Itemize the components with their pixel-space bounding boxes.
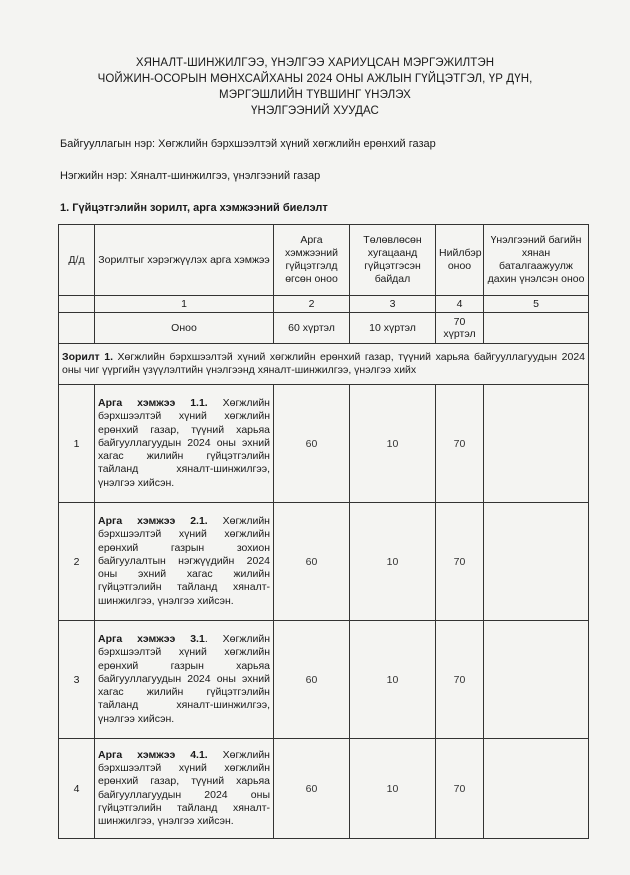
table-row: [59, 385, 589, 503]
table-row: [59, 621, 589, 739]
method-description: [95, 385, 274, 503]
header-dd: Д/д: [59, 225, 95, 296]
reeval-score: [484, 621, 589, 739]
row-number: 3: [59, 621, 95, 739]
table-row: [59, 739, 589, 839]
reeval-score: [484, 385, 589, 503]
time-score: 10: [350, 739, 436, 839]
column-number: 2: [274, 296, 350, 313]
row-number: 2: [59, 503, 95, 621]
method-description: [95, 503, 274, 621]
title-line: ЧОЙЖИН-ОСОРЫН МӨНХСАЙХАНЫ 2024 ОНЫ АЖЛЫН ГҮЙЦЭТГЭЛ, ҮР ДҮН,: [97, 73, 533, 85]
title-line: МЭРГЭШЛИЙН ТҮВШИНГ ҮНЭЛЭХ: [219, 89, 411, 101]
method-description: [95, 739, 274, 839]
goal-description: Хөгжлийн бэрхшээлтэй хүний хөгжлийн ерөнхий газар, түүний харьяа байгууллагуудын 2024 оны чиг үүргийн үзүүлэлтийн үнэлгээнд хяналт-шинжилгээ, үнэлгээ хийх: [62, 351, 585, 376]
row-number: 1: [59, 385, 95, 503]
method-score: 60: [274, 739, 350, 839]
section-title: 1. Гүйцэтгэлийн зорилт, арга хэмжээний биелэлт: [60, 202, 328, 214]
total-score: 70: [436, 503, 484, 621]
score-method-max: 60 хүртэл: [274, 313, 350, 344]
evaluation-table: [58, 224, 589, 839]
method-label: Арга хэмжээ 4.1.: [98, 748, 208, 761]
score-time-max: 10 хүртэл: [350, 313, 436, 344]
table-row: [59, 503, 589, 621]
method-text: Хөгжлийн бэрхшээлтэй хүний хөгжлийн ерөнхий газар, түүний харьяа байгууллагуудын 2024 оны гүйцэтгэлийн тайланд хяналт-шинжилгээ, үнэлгээ хийсэн.: [98, 748, 270, 827]
organization-name: Байгууллагын нэр: Хөгжлийн бэрхшээлтэй хүний хөгжлийн ерөнхий газар: [60, 138, 436, 150]
title-line: ХЯНАЛТ-ШИНЖИЛГЭЭ, ҮНЭЛГЭЭ ХАРИУЦСАН МЭРГЭЖИЛТЭН: [135, 57, 495, 69]
header-timeliness: Төлөвлөсөн хугацаанд гүйцэтгэсэн байдал: [350, 225, 436, 296]
column-number: 5: [484, 296, 589, 313]
header-goal: Зорилтыг хэрэгжүүлэх арга хэмжээ: [95, 225, 274, 296]
method-label: Арга хэмжээ 3.1: [98, 633, 205, 646]
column-number: 3: [350, 296, 436, 313]
total-score: 70: [436, 739, 484, 839]
total-score: 70: [436, 385, 484, 503]
row-number: 4: [59, 739, 95, 839]
method-score: 60: [274, 503, 350, 621]
header-reevaluated: Үнэлгээний багийн хянан баталгаажуулж дахин үнэлсэн оноо: [484, 225, 589, 296]
method-text: Хөгжлийн бэрхшээлтэй хүний хөгжлийн ерөнхий газрын зохион байгуулалтын нэгжүүдийн 2024 оны эхний хагас жилийн гүйцэтгэлийн тайланд хяналт-шинжилгээ, үнэлгээ хийсэн.: [98, 515, 270, 607]
header-method-score: Арга хэмжээний гүйцэтгэлд өгсөн оноо: [274, 225, 350, 296]
column-number: 1: [95, 296, 274, 313]
column-number-row: [59, 296, 589, 313]
column-number: 4: [436, 296, 484, 313]
time-score: 10: [350, 385, 436, 503]
method-label: Арга хэмжээ 1.1.: [98, 397, 208, 410]
score-reeval: [484, 313, 589, 344]
unit-name: Нэгжийн нэр: Хяналт-шинжилгээ, үнэлгээний газар: [60, 170, 321, 182]
method-score: 60: [274, 385, 350, 503]
method-text: . Хөгжлийн бэрхшээлтэй хүний хөгжлийн ерөнхий газрын харьяа байгууллагуудын 2024 оны эхний хагас жилийн гүйцэтгэлийн тайланд хяналт-шинжилгээ, үнэлгээ хийсэн.: [98, 633, 270, 725]
method-description: [95, 621, 274, 739]
document-title: [60, 55, 570, 119]
method-text: Хөгжлийн бэрхшээлтэй хүний хөгжлийн ерөнхий газар, түүний харьяа байгууллагуудын 2024 оны эхний хагас жилийн гүйцэтгэлийн тайланд хяналт-шинжилгээ, үнэлгээ хийсэн.: [98, 397, 270, 489]
score-label: Оноо: [95, 313, 274, 344]
time-score: 10: [350, 621, 436, 739]
goal-text: [59, 344, 589, 385]
total-score: 70: [436, 621, 484, 739]
reeval-score: [484, 503, 589, 621]
goal-row: [59, 344, 589, 385]
time-score: 10: [350, 503, 436, 621]
header-total: Нийлбэр оноо: [436, 225, 484, 296]
score-row: [59, 313, 589, 344]
goal-label: Зорилт 1.: [62, 351, 113, 363]
score-total-max: 70 хүртэл: [436, 313, 484, 344]
method-score: 60: [274, 621, 350, 739]
header-row: [59, 225, 589, 296]
title-line: ҮНЭЛГЭЭНИЙ ХУУДАС: [251, 105, 379, 117]
method-label: Арга хэмжээ 2.1.: [98, 515, 208, 528]
reeval-score: [484, 739, 589, 839]
